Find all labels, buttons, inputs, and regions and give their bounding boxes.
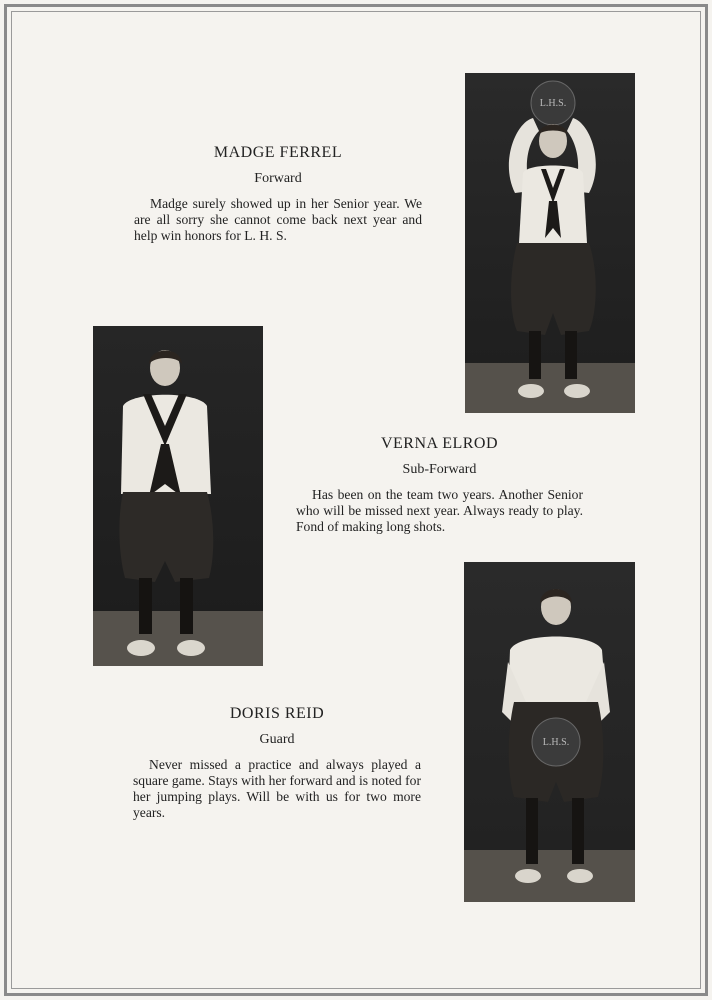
player-description: Madge surely showed up in her Senior year. We are all sorry she cannot come back next year and help win honors for L. H. S. bbox=[134, 196, 422, 243]
player-name: MADGE FERREL bbox=[213, 144, 343, 161]
bio-verna-elrod bbox=[296, 436, 583, 535]
player-description: Has been on the team two years. Another Senior who will be missed next year. Always ready to play. Fond of making long shots. bbox=[296, 487, 583, 534]
player-position: Sub-Forward bbox=[402, 462, 477, 477]
player-name: VERNA ELROD bbox=[380, 435, 499, 452]
player-figure-image bbox=[93, 326, 263, 666]
player-description: Never missed a practice and always played a square game. Stays with her forward and is noted for her jumping plays. Will be with us for two more years. bbox=[133, 757, 421, 820]
ball-lettering: L.H.S. bbox=[539, 98, 567, 109]
player-position: Forward bbox=[254, 171, 302, 186]
photo-madge-ferrel bbox=[465, 73, 635, 413]
player-position: Guard bbox=[259, 732, 295, 747]
ball-lettering: L.H.S. bbox=[542, 737, 570, 748]
photo-doris-reid bbox=[464, 562, 635, 902]
bio-doris-reid bbox=[133, 706, 421, 821]
player-figure-image bbox=[464, 562, 635, 902]
player-name: DORIS REID bbox=[229, 705, 325, 722]
bio-madge-ferrel bbox=[134, 145, 422, 244]
player-figure-image bbox=[465, 73, 635, 413]
photo-verna-elrod bbox=[93, 326, 263, 666]
